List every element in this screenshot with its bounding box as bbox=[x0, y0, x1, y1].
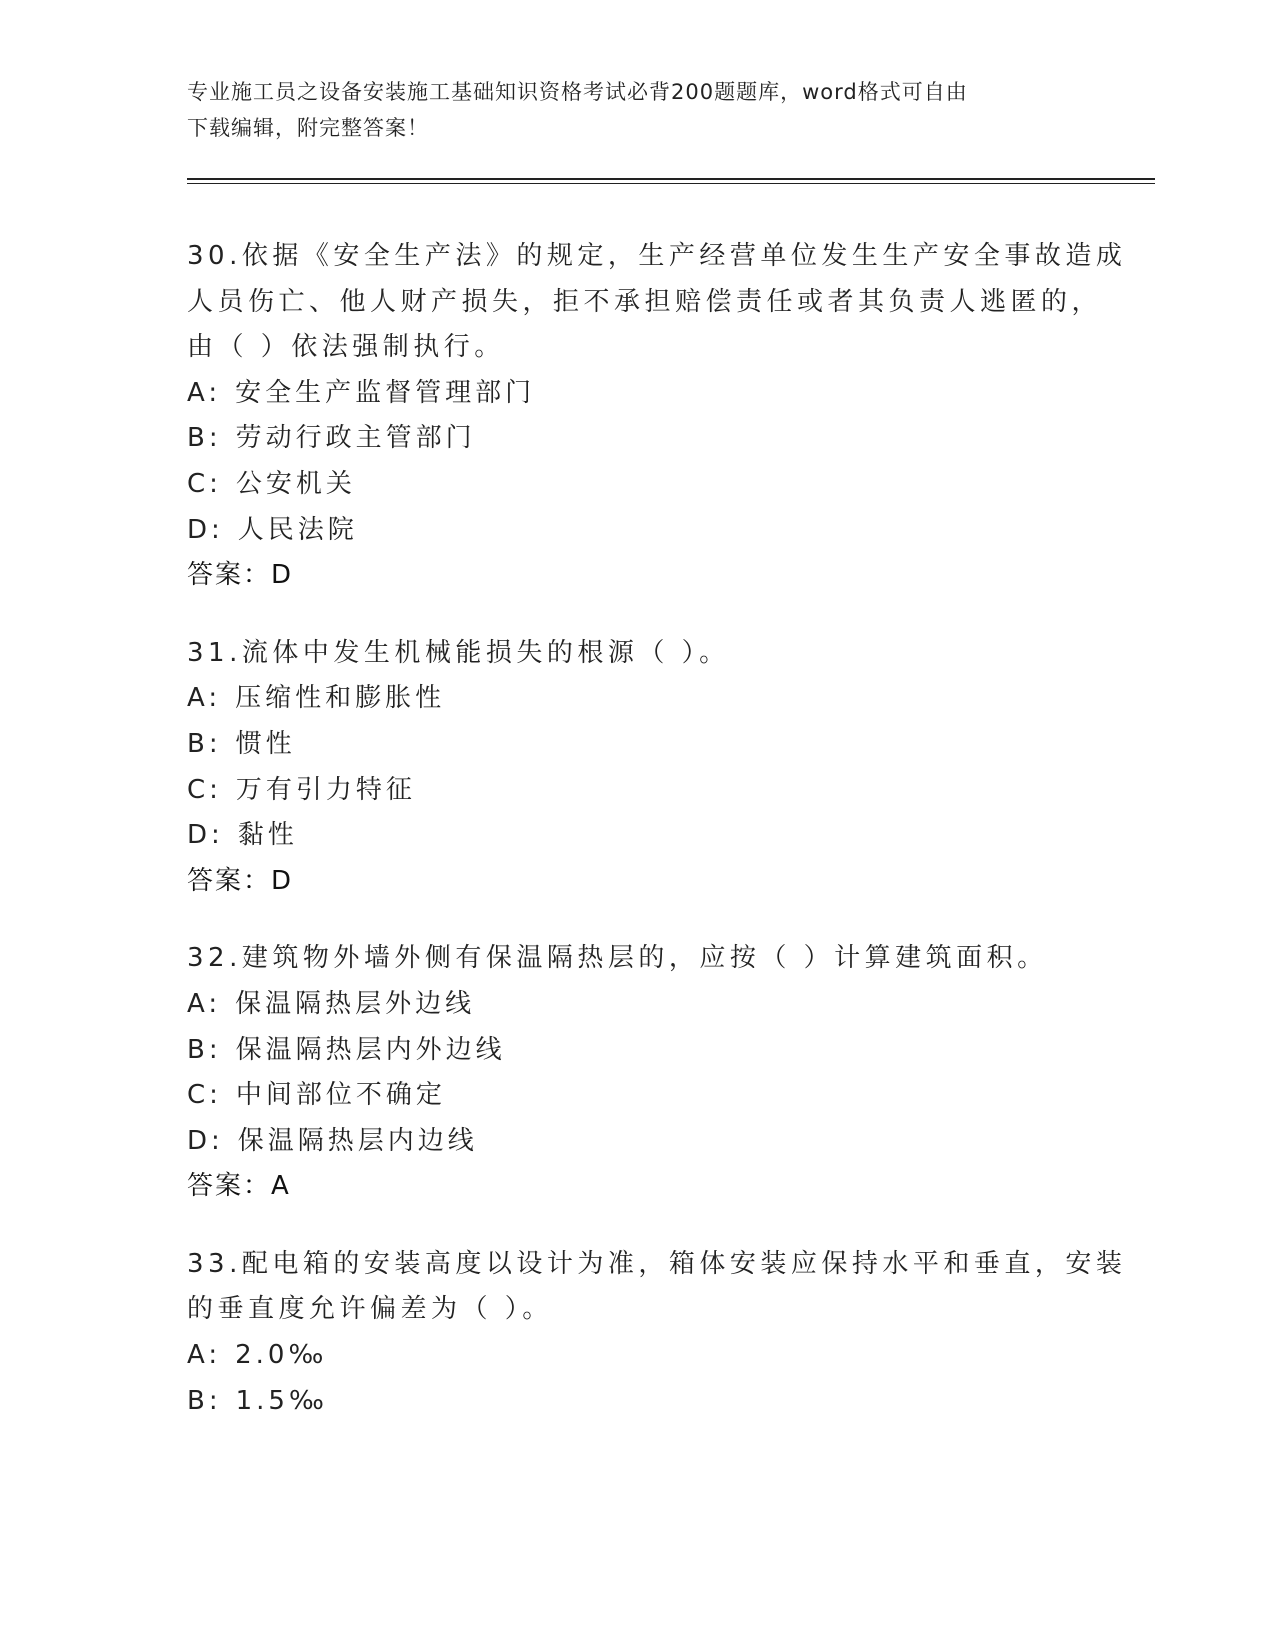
option-text: 公安机关 bbox=[235, 468, 356, 499]
option-a bbox=[187, 371, 1087, 417]
option-text: 1.5‰ bbox=[235, 1385, 328, 1416]
question-stem bbox=[187, 234, 1127, 371]
option-key: C: bbox=[187, 468, 222, 499]
header-line-2: 下载编辑，附完整答案！ bbox=[187, 116, 429, 140]
answer-line: 答案：D bbox=[187, 560, 294, 591]
header-rule-thick bbox=[187, 178, 1155, 180]
option-text: 万有引力特征 bbox=[235, 774, 416, 805]
option-text: 人民法院 bbox=[237, 514, 358, 545]
option-a bbox=[187, 1333, 1087, 1379]
option-text: 安全生产监督管理部门 bbox=[235, 377, 536, 408]
stem-line: 人员伤亡、他人财产损失，拒不承担赔偿责任或者其负责人逃匿的， bbox=[187, 286, 1103, 317]
stem-line: 33.配电箱的安装高度以设计为准，箱体安装应保持水平和垂直，安装 bbox=[187, 1248, 1127, 1279]
option-d bbox=[187, 508, 1087, 554]
question-list bbox=[187, 234, 1127, 1456]
answer-line: 答案：D bbox=[187, 865, 294, 896]
option-a bbox=[187, 982, 1087, 1028]
question-31 bbox=[187, 631, 1087, 905]
stem-line: 31.流体中发生机械能损失的根源（ ）。 bbox=[187, 637, 730, 668]
option-a bbox=[187, 676, 1087, 722]
stem-line: 32.建筑物外墙外侧有保温隔热层的，应按（ ）计算建筑面积。 bbox=[187, 943, 1048, 974]
question-30 bbox=[187, 234, 1127, 599]
option-c bbox=[187, 462, 1087, 508]
option-text: 压缩性和膨胀性 bbox=[235, 683, 446, 714]
option-key: B: bbox=[187, 728, 222, 759]
stem-line: 30.依据《安全生产法》的规定，生产经营单位发生生产安全事故造成 bbox=[187, 241, 1127, 271]
question-stem bbox=[187, 936, 1087, 982]
option-text: 保温隔热层内外边线 bbox=[235, 1034, 506, 1065]
option-key: C: bbox=[187, 774, 222, 805]
option-b bbox=[187, 722, 1087, 768]
option-key: A: bbox=[187, 377, 222, 408]
option-key: A: bbox=[187, 683, 222, 714]
option-b bbox=[187, 1028, 1087, 1074]
question-33 bbox=[187, 1242, 1127, 1424]
header-line-1: 专业施工员之设备安装施工基础知识资格考试必背200题题库，word格式可自由 bbox=[187, 80, 968, 104]
option-b bbox=[187, 416, 1087, 462]
option-key: C: bbox=[187, 1080, 222, 1111]
option-text: 保温隔热层内边线 bbox=[237, 1125, 478, 1156]
option-d bbox=[187, 813, 1087, 859]
question-32 bbox=[187, 936, 1087, 1210]
option-text: 黏性 bbox=[237, 820, 298, 851]
option-text: 保温隔热层外边线 bbox=[235, 988, 476, 1019]
option-key: D: bbox=[187, 820, 224, 851]
header-rule-thin bbox=[187, 183, 1155, 184]
option-text: 劳动行政主管部门 bbox=[235, 423, 476, 454]
document-header bbox=[187, 74, 1087, 146]
option-text: 惯性 bbox=[235, 728, 296, 759]
option-d bbox=[187, 1119, 1087, 1165]
option-c bbox=[187, 768, 1087, 814]
option-text: 2.0‰ bbox=[235, 1340, 328, 1371]
option-key: B: bbox=[187, 423, 222, 454]
stem-line: 的垂直度允许偏差为（ ）。 bbox=[187, 1294, 553, 1325]
option-key: A: bbox=[187, 1340, 222, 1371]
option-b bbox=[187, 1379, 1087, 1425]
option-key: D: bbox=[187, 1125, 224, 1156]
question-stem bbox=[187, 1242, 1127, 1333]
option-key: B: bbox=[187, 1034, 222, 1065]
answer-line: 答案：A bbox=[187, 1171, 291, 1202]
option-c bbox=[187, 1073, 1087, 1119]
option-key: B: bbox=[187, 1385, 222, 1416]
question-stem bbox=[187, 631, 1087, 677]
stem-line: 由（ ）依法强制执行。 bbox=[187, 332, 505, 363]
option-key: A: bbox=[187, 988, 222, 1019]
option-key: D: bbox=[187, 514, 224, 545]
option-text: 中间部位不确定 bbox=[235, 1080, 446, 1111]
